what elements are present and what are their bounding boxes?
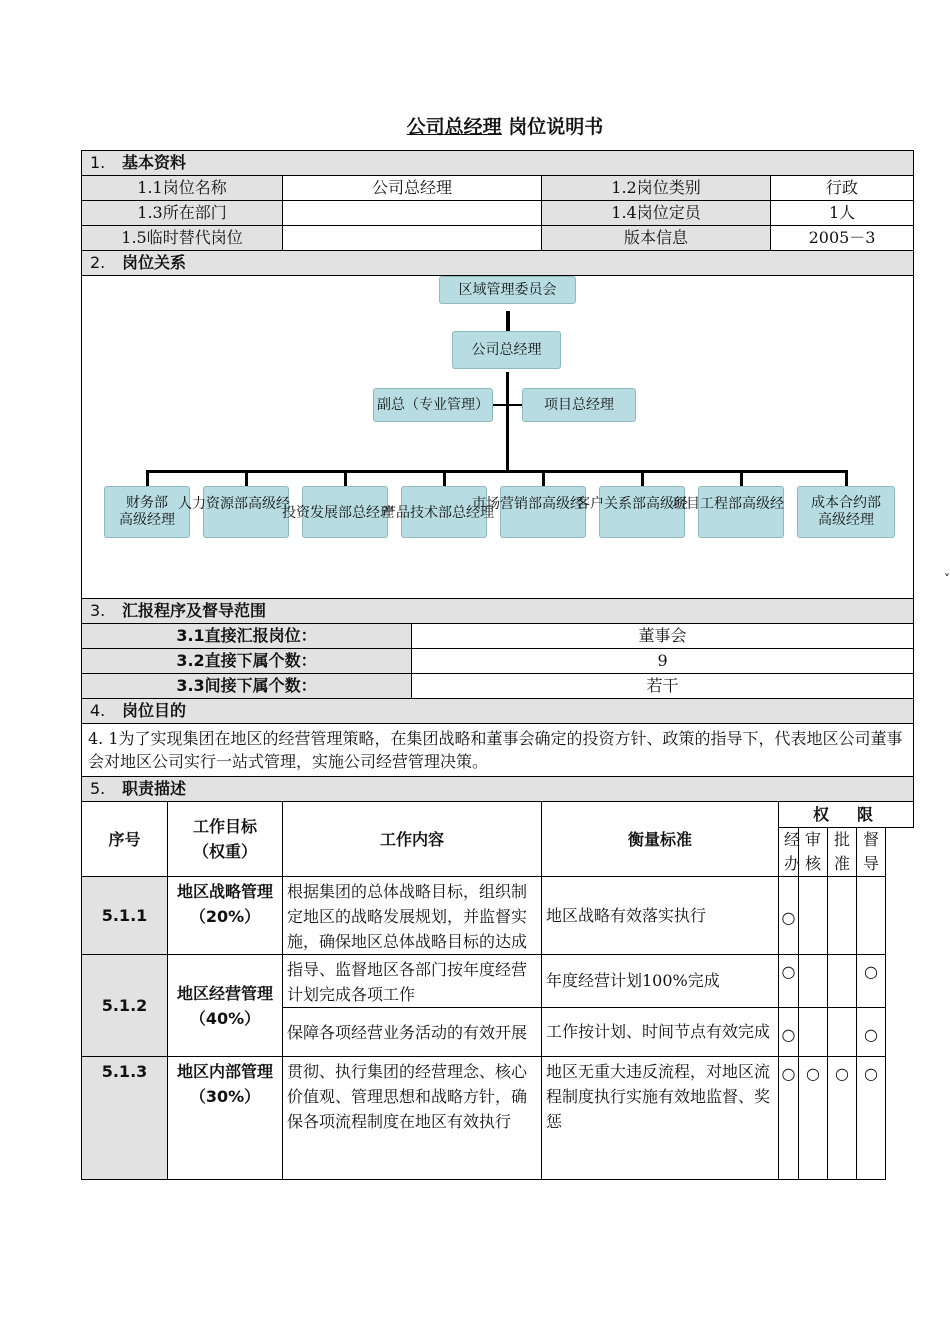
- duty-measure: 地区战略有效落实执行: [542, 877, 779, 955]
- duty-header-row: [82, 802, 914, 828]
- header-a3: 批准: [828, 828, 857, 877]
- connector-line: [542, 470, 545, 486]
- auth-mark: [857, 877, 886, 955]
- auth-mark: [828, 1008, 857, 1057]
- report-label: 3.2直接下属个数：: [82, 649, 412, 674]
- connector-line: [845, 470, 848, 486]
- section-5-header: [82, 777, 914, 802]
- auth-mark: [828, 955, 857, 1008]
- title-position: 公司总经理: [406, 116, 502, 138]
- section-3-header: [82, 599, 914, 624]
- dept-label: 投资发展部总经理: [282, 505, 394, 521]
- basic-info-row: [82, 201, 914, 226]
- goal-name: 地区内部管理: [176, 1062, 273, 1081]
- page-title: [0, 112, 950, 139]
- connector-line: [492, 404, 522, 406]
- header-a2: 审核: [799, 828, 828, 877]
- auth-mark: ○: [857, 955, 886, 1008]
- org-box-deputy: 副总（专业管理）: [373, 388, 493, 422]
- section-title: 职责描述: [122, 779, 187, 798]
- auth-mark: ○: [779, 1008, 799, 1057]
- report-value: 9: [412, 649, 914, 674]
- duty-content: 根据集团的总体战略目标，组织制定地区的战略发展规划，并监督实施，确保地区总体战略目标的达成: [283, 877, 542, 955]
- info-label: 版本信息: [542, 226, 771, 251]
- dept-label: 市场营销部高级经: [472, 496, 584, 512]
- header-content: 工作内容: [283, 802, 542, 877]
- dept-label: 人力资源部高级经: [178, 496, 290, 512]
- info-label: 1.4岗位定员: [542, 201, 771, 226]
- org-box-committee: 区域管理委员会: [439, 276, 576, 304]
- basic-info-row: [82, 176, 914, 201]
- goal-weight: （40%）: [189, 1008, 261, 1028]
- auth-mark: ○: [779, 1057, 799, 1180]
- duty-row: [82, 955, 914, 1008]
- section-number: 4.: [90, 701, 106, 720]
- section-number: 5.: [90, 779, 106, 798]
- duty-seq: 5.1.2: [82, 955, 168, 1057]
- duty-measure: 工作按计划、时间节点有效完成: [542, 1008, 779, 1057]
- section-number: 1.: [90, 153, 106, 172]
- section-title: 基本资料: [122, 153, 187, 172]
- dept-label: 成本合约部: [811, 495, 881, 511]
- purpose-text: 4. 1为了实现集团在地区的经营管理策略，在集团战略和董事会确定的投资方针、政策的指导下，代表地区公司董事会对地区公司实行一站式管理，实施公司经营管理决策。: [82, 724, 914, 777]
- purpose-row: [82, 724, 914, 777]
- duty-measure: 年度经营计划100%完成: [542, 955, 779, 1008]
- report-row: [82, 649, 914, 674]
- section-number: 3.: [90, 601, 106, 620]
- duty-goal: [168, 955, 283, 1057]
- header-measure: 衡量标准: [542, 802, 779, 877]
- dept-label: 财务部: [126, 495, 168, 511]
- info-label: 1.2岗位类别: [542, 176, 771, 201]
- connector-line: [344, 470, 347, 486]
- info-value: [283, 226, 542, 251]
- report-value: 若干: [412, 674, 914, 699]
- report-label: 3.1直接汇报岗位：: [82, 624, 412, 649]
- org-chart-row: [82, 276, 914, 599]
- connector-line: [245, 470, 248, 486]
- dept-label: 高级经理: [119, 512, 175, 528]
- org-box-project-gm: 项目总经理: [522, 388, 636, 422]
- duty-seq: 5.1.1: [82, 877, 168, 955]
- auth-mark: ○: [857, 1008, 886, 1057]
- connector-line: [443, 470, 446, 486]
- duty-measure: 地区无重大违反流程，对地区流程制度执行实施有效地监督、奖惩: [542, 1057, 779, 1180]
- margin-mark: ˅: [944, 572, 950, 586]
- duty-row: [82, 1057, 914, 1180]
- goal-name: 地区经营管理: [176, 983, 273, 1003]
- section-2-header: [82, 251, 914, 276]
- report-label: 3.3间接下属个数：: [82, 674, 412, 699]
- report-row: [82, 674, 914, 699]
- goal-weight: （30%）: [189, 1087, 261, 1106]
- connector-line: [740, 470, 743, 486]
- duty-content: 贯彻、执行集团的经营理念、核心价值观、管理思想和战略方针，确保各项流程制度在地区有效执行: [283, 1057, 542, 1180]
- connector-line: [146, 470, 149, 486]
- auth-mark: ○: [779, 955, 799, 1008]
- info-value: [283, 201, 542, 226]
- auth-mark: [828, 877, 857, 955]
- auth-mark: ○: [828, 1057, 857, 1180]
- dept-label: 项目工程部高级经: [672, 496, 784, 512]
- dept-label: 客户关系部高级经: [576, 496, 688, 512]
- header-goal: [168, 802, 283, 877]
- duty-row: [82, 877, 914, 955]
- header-goal-line1: 工作目标: [192, 817, 257, 836]
- info-label: 1.1岗位名称: [82, 176, 283, 201]
- goal-name: 地区战略管理: [176, 882, 273, 901]
- org-chart: [82, 276, 914, 599]
- duty-content: 指导、监督地区各部门按年度经营计划完成各项工作: [283, 955, 542, 1008]
- auth-mark: ○: [857, 1057, 886, 1180]
- section-title: 岗位关系: [122, 253, 187, 272]
- header-a1: 经办: [779, 828, 799, 877]
- section-4-header: [82, 699, 914, 724]
- org-box-general-manager: 公司总经理: [452, 331, 561, 369]
- info-value: 1人: [771, 201, 914, 226]
- info-value: 2005－3: [771, 226, 914, 251]
- info-value: 行政: [771, 176, 914, 201]
- auth-mark: [799, 877, 828, 955]
- header-seq: 序号: [82, 802, 168, 877]
- dept-label: 产品技术部总经理: [382, 505, 494, 521]
- duty-seq: 5.1.3: [82, 1057, 168, 1180]
- report-row: [82, 624, 914, 649]
- duty-goal: [168, 1057, 283, 1180]
- connector-line: [641, 470, 644, 486]
- section-number: 2.: [90, 253, 106, 272]
- connector-line: [506, 372, 509, 472]
- auth-mark: [799, 955, 828, 1008]
- title-suffix: 岗位说明书: [501, 116, 604, 138]
- basic-info-row: [82, 226, 914, 251]
- header-a4: 督导: [857, 828, 886, 877]
- section-title: 汇报程序及督导范围: [122, 601, 267, 620]
- info-value: 公司总经理: [283, 176, 542, 201]
- report-value: 董事会: [412, 624, 914, 649]
- goal-weight: （20%）: [189, 907, 261, 926]
- info-label: 1.5临时替代岗位: [82, 226, 283, 251]
- section-title: 岗位目的: [122, 701, 187, 720]
- duty-content: 保障各项经营业务活动的有效开展: [283, 1008, 542, 1057]
- info-label: 1.3所在部门: [82, 201, 283, 226]
- dept-label: 高级经理: [818, 512, 874, 528]
- auth-mark: [799, 1008, 828, 1057]
- header-goal-line2: （权重）: [192, 842, 257, 861]
- auth-mark: ○: [799, 1057, 828, 1180]
- main-table: [81, 150, 914, 1180]
- section-1-header: [82, 151, 914, 176]
- org-box-dept: [797, 486, 895, 538]
- duty-goal: [168, 877, 283, 955]
- header-authority: 权 限: [779, 802, 914, 828]
- job-description-form: [81, 150, 913, 1180]
- auth-mark: ○: [779, 877, 799, 955]
